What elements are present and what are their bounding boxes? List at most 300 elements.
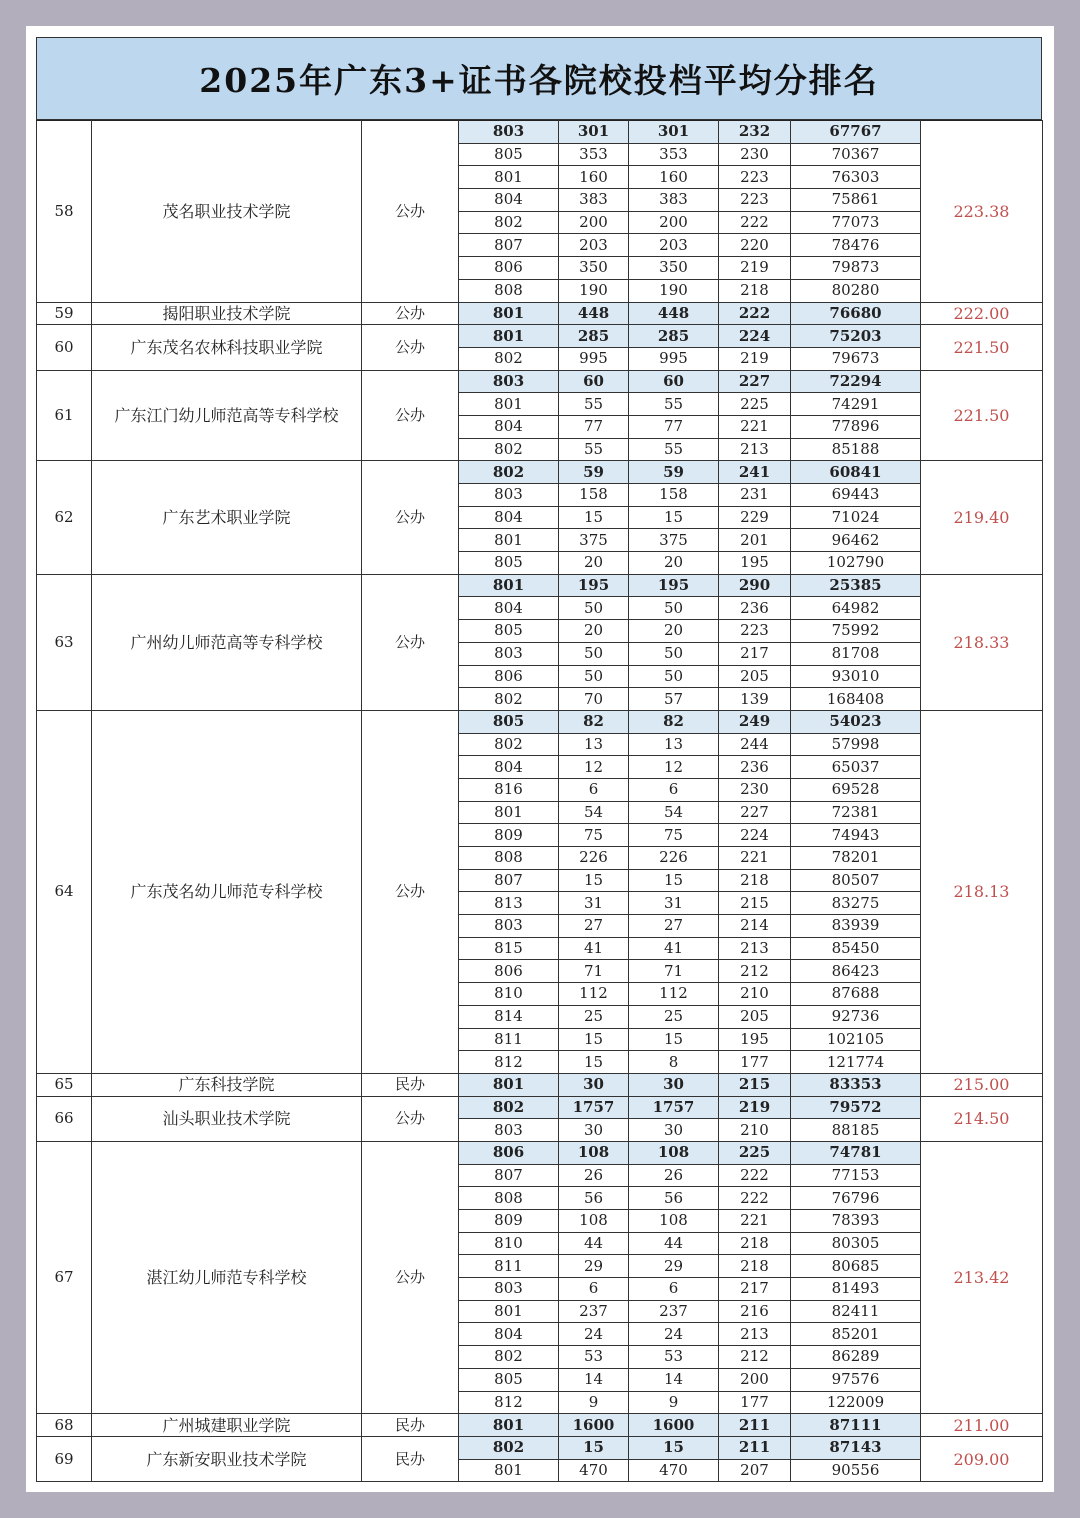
min-score: 219 <box>719 1096 791 1119</box>
plan-count: 55 <box>559 438 629 461</box>
page-title: 2025年广东3+证书各院校投档平均分排名 <box>36 37 1042 120</box>
school-name: 广东新安职业技术学院 <box>92 1436 362 1481</box>
admitted-count: 383 <box>629 189 719 212</box>
min-rank: 77896 <box>791 415 921 438</box>
school-type: 公办 <box>362 574 459 710</box>
admitted-count: 375 <box>629 529 719 552</box>
plan-count: 1600 <box>559 1414 629 1437</box>
table-row <box>37 302 1043 325</box>
admitted-count: 112 <box>629 983 719 1006</box>
school-name: 广州幼儿师范高等专科学校 <box>92 574 362 710</box>
plan-count: 27 <box>559 915 629 938</box>
min-rank: 168408 <box>791 688 921 711</box>
program-code: 808 <box>459 1187 559 1210</box>
min-score: 177 <box>719 1051 791 1074</box>
admitted-count: 50 <box>629 597 719 620</box>
program-code: 804 <box>459 415 559 438</box>
plan-count: 13 <box>559 733 629 756</box>
plan-count: 448 <box>559 302 629 325</box>
program-code: 805 <box>459 552 559 575</box>
school-type: 公办 <box>362 325 459 370</box>
min-score: 218 <box>719 1232 791 1255</box>
min-rank: 79572 <box>791 1096 921 1119</box>
min-rank: 69443 <box>791 484 921 507</box>
min-score: 177 <box>719 1391 791 1414</box>
plan-count: 20 <box>559 620 629 643</box>
plan-count: 383 <box>559 189 629 212</box>
min-score: 212 <box>719 1346 791 1369</box>
average-score: 215.00 <box>921 1073 1043 1096</box>
program-code: 804 <box>459 597 559 620</box>
admitted-count: 6 <box>629 1278 719 1301</box>
min-rank: 85450 <box>791 937 921 960</box>
min-rank: 78393 <box>791 1210 921 1233</box>
min-score: 225 <box>719 393 791 416</box>
program-code: 809 <box>459 1210 559 1233</box>
plan-count: 82 <box>559 710 629 733</box>
min-rank: 75861 <box>791 189 921 212</box>
average-score: 214.50 <box>921 1096 1043 1141</box>
min-score: 223 <box>719 189 791 212</box>
table-row <box>37 1414 1043 1437</box>
school-rank: 62 <box>37 461 92 574</box>
plan-count: 108 <box>559 1141 629 1164</box>
table-row <box>37 1141 1043 1164</box>
plan-count: 375 <box>559 529 629 552</box>
admitted-count: 1600 <box>629 1414 719 1437</box>
min-rank: 64982 <box>791 597 921 620</box>
min-score: 217 <box>719 1278 791 1301</box>
plan-count: 50 <box>559 642 629 665</box>
min-rank: 80280 <box>791 279 921 302</box>
admitted-count: 190 <box>629 279 719 302</box>
min-score: 225 <box>719 1141 791 1164</box>
admitted-count: 55 <box>629 438 719 461</box>
min-rank: 122009 <box>791 1391 921 1414</box>
admitted-count: 30 <box>629 1073 719 1096</box>
average-score: 221.50 <box>921 325 1043 370</box>
min-score: 212 <box>719 960 791 983</box>
plan-count: 301 <box>559 121 629 144</box>
min-score: 244 <box>719 733 791 756</box>
program-code: 802 <box>459 461 559 484</box>
admitted-count: 160 <box>629 166 719 189</box>
plan-count: 26 <box>559 1164 629 1187</box>
plan-count: 190 <box>559 279 629 302</box>
average-score: 218.33 <box>921 574 1043 710</box>
min-score: 217 <box>719 642 791 665</box>
admitted-count: 470 <box>629 1459 719 1482</box>
admitted-count: 15 <box>629 1436 719 1459</box>
min-score: 213 <box>719 1323 791 1346</box>
program-code: 812 <box>459 1051 559 1074</box>
plan-count: 55 <box>559 393 629 416</box>
program-code: 803 <box>459 1119 559 1142</box>
plan-count: 1757 <box>559 1096 629 1119</box>
min-rank: 87143 <box>791 1436 921 1459</box>
min-rank: 93010 <box>791 665 921 688</box>
admitted-count: 995 <box>629 347 719 370</box>
program-code: 815 <box>459 937 559 960</box>
program-code: 803 <box>459 642 559 665</box>
plan-count: 20 <box>559 552 629 575</box>
min-score: 213 <box>719 937 791 960</box>
plan-count: 15 <box>559 506 629 529</box>
min-score: 222 <box>719 1164 791 1187</box>
admitted-count: 448 <box>629 302 719 325</box>
admitted-count: 301 <box>629 121 719 144</box>
min-rank: 74943 <box>791 824 921 847</box>
program-code: 802 <box>459 733 559 756</box>
admitted-count: 25 <box>629 1005 719 1028</box>
admitted-count: 350 <box>629 257 719 280</box>
table-row <box>37 574 1043 597</box>
table-row <box>37 1096 1043 1119</box>
min-rank: 82411 <box>791 1300 921 1323</box>
admitted-count: 203 <box>629 234 719 257</box>
program-code: 809 <box>459 824 559 847</box>
admitted-count: 1757 <box>629 1096 719 1119</box>
table-row <box>37 461 1043 484</box>
admitted-count: 9 <box>629 1391 719 1414</box>
school-type: 公办 <box>362 1096 459 1141</box>
program-code: 801 <box>459 302 559 325</box>
admitted-count: 60 <box>629 370 719 393</box>
min-score: 215 <box>719 892 791 915</box>
school-name: 揭阳职业技术学院 <box>92 302 362 325</box>
program-code: 802 <box>459 211 559 234</box>
admitted-count: 14 <box>629 1368 719 1391</box>
program-code: 804 <box>459 1323 559 1346</box>
plan-count: 60 <box>559 370 629 393</box>
min-rank: 86423 <box>791 960 921 983</box>
min-rank: 80685 <box>791 1255 921 1278</box>
school-name: 广东艺术职业学院 <box>92 461 362 574</box>
min-rank: 77153 <box>791 1164 921 1187</box>
program-code: 807 <box>459 1164 559 1187</box>
program-code: 808 <box>459 847 559 870</box>
admitted-count: 57 <box>629 688 719 711</box>
plan-count: 226 <box>559 847 629 870</box>
average-score: 223.38 <box>921 121 1043 303</box>
program-code: 803 <box>459 484 559 507</box>
program-code: 804 <box>459 756 559 779</box>
admitted-count: 15 <box>629 506 719 529</box>
plan-count: 285 <box>559 325 629 348</box>
min-rank: 83353 <box>791 1073 921 1096</box>
plan-count: 29 <box>559 1255 629 1278</box>
average-score: 213.42 <box>921 1141 1043 1413</box>
school-type: 民办 <box>362 1414 459 1437</box>
min-score: 222 <box>719 1187 791 1210</box>
min-score: 211 <box>719 1436 791 1459</box>
school-name: 广东科技学院 <box>92 1073 362 1096</box>
min-rank: 76796 <box>791 1187 921 1210</box>
min-rank: 76680 <box>791 302 921 325</box>
min-rank: 87688 <box>791 983 921 1006</box>
school-name: 茂名职业技术学院 <box>92 121 362 303</box>
program-code: 801 <box>459 325 559 348</box>
min-score: 290 <box>719 574 791 597</box>
plan-count: 9 <box>559 1391 629 1414</box>
plan-count: 70 <box>559 688 629 711</box>
min-rank: 76303 <box>791 166 921 189</box>
admitted-count: 8 <box>629 1051 719 1074</box>
admitted-count: 75 <box>629 824 719 847</box>
program-code: 804 <box>459 506 559 529</box>
school-name: 广东茂名农林科技职业学院 <box>92 325 362 370</box>
min-rank: 86289 <box>791 1346 921 1369</box>
min-score: 249 <box>719 710 791 733</box>
admitted-count: 31 <box>629 892 719 915</box>
program-code: 803 <box>459 121 559 144</box>
plan-count: 14 <box>559 1368 629 1391</box>
admitted-count: 41 <box>629 937 719 960</box>
min-rank: 97576 <box>791 1368 921 1391</box>
admitted-count: 44 <box>629 1232 719 1255</box>
plan-count: 25 <box>559 1005 629 1028</box>
admitted-count: 200 <box>629 211 719 234</box>
min-score: 218 <box>719 869 791 892</box>
plan-count: 353 <box>559 143 629 166</box>
table-row <box>37 1436 1043 1459</box>
plan-count: 200 <box>559 211 629 234</box>
min-rank: 121774 <box>791 1051 921 1074</box>
min-score: 230 <box>719 143 791 166</box>
program-code: 801 <box>459 1414 559 1437</box>
program-code: 802 <box>459 1436 559 1459</box>
admitted-count: 54 <box>629 801 719 824</box>
min-rank: 96462 <box>791 529 921 552</box>
min-rank: 74781 <box>791 1141 921 1164</box>
min-score: 210 <box>719 983 791 1006</box>
plan-count: 30 <box>559 1119 629 1142</box>
min-rank: 74291 <box>791 393 921 416</box>
admitted-count: 20 <box>629 620 719 643</box>
plan-count: 15 <box>559 869 629 892</box>
school-rank: 68 <box>37 1414 92 1437</box>
plan-count: 54 <box>559 801 629 824</box>
program-code: 806 <box>459 257 559 280</box>
min-rank: 54023 <box>791 710 921 733</box>
admitted-count: 237 <box>629 1300 719 1323</box>
school-type: 公办 <box>362 461 459 574</box>
admitted-count: 108 <box>629 1141 719 1164</box>
ranking-table <box>36 120 1043 1482</box>
program-code: 805 <box>459 710 559 733</box>
min-rank: 85201 <box>791 1323 921 1346</box>
plan-count: 59 <box>559 461 629 484</box>
program-code: 803 <box>459 915 559 938</box>
program-code: 802 <box>459 347 559 370</box>
plan-count: 203 <box>559 234 629 257</box>
min-score: 229 <box>719 506 791 529</box>
plan-count: 470 <box>559 1459 629 1482</box>
min-rank: 92736 <box>791 1005 921 1028</box>
program-code: 811 <box>459 1028 559 1051</box>
min-rank: 81708 <box>791 642 921 665</box>
min-rank: 102105 <box>791 1028 921 1051</box>
min-score: 211 <box>719 1414 791 1437</box>
school-name: 广州城建职业学院 <box>92 1414 362 1437</box>
admitted-count: 108 <box>629 1210 719 1233</box>
admitted-count: 26 <box>629 1164 719 1187</box>
admitted-count: 71 <box>629 960 719 983</box>
min-score: 223 <box>719 166 791 189</box>
school-rank: 69 <box>37 1436 92 1481</box>
school-type: 公办 <box>362 710 459 1073</box>
program-code: 805 <box>459 620 559 643</box>
school-name: 广东茂名幼儿师范专科学校 <box>92 710 362 1073</box>
school-rank: 64 <box>37 710 92 1073</box>
plan-count: 71 <box>559 960 629 983</box>
program-code: 804 <box>459 189 559 212</box>
admitted-count: 285 <box>629 325 719 348</box>
min-score: 205 <box>719 665 791 688</box>
school-name: 广东江门幼儿师范高等专科学校 <box>92 370 362 461</box>
min-score: 221 <box>719 847 791 870</box>
program-code: 810 <box>459 1232 559 1255</box>
admitted-count: 29 <box>629 1255 719 1278</box>
min-score: 241 <box>719 461 791 484</box>
min-score: 227 <box>719 370 791 393</box>
min-rank: 78476 <box>791 234 921 257</box>
admitted-count: 20 <box>629 552 719 575</box>
school-type: 公办 <box>362 370 459 461</box>
program-code: 802 <box>459 438 559 461</box>
program-code: 814 <box>459 1005 559 1028</box>
min-score: 221 <box>719 415 791 438</box>
min-score: 224 <box>719 824 791 847</box>
admitted-count: 77 <box>629 415 719 438</box>
min-rank: 72381 <box>791 801 921 824</box>
min-rank: 80305 <box>791 1232 921 1255</box>
admitted-count: 50 <box>629 665 719 688</box>
school-rank: 63 <box>37 574 92 710</box>
school-type: 民办 <box>362 1073 459 1096</box>
admitted-count: 82 <box>629 710 719 733</box>
program-code: 802 <box>459 1096 559 1119</box>
school-rank: 65 <box>37 1073 92 1096</box>
plan-count: 12 <box>559 756 629 779</box>
plan-count: 112 <box>559 983 629 1006</box>
min-rank: 85188 <box>791 438 921 461</box>
admitted-count: 15 <box>629 1028 719 1051</box>
min-score: 230 <box>719 778 791 801</box>
school-name: 汕头职业技术学院 <box>92 1096 362 1141</box>
min-score: 214 <box>719 915 791 938</box>
min-rank: 70367 <box>791 143 921 166</box>
school-type: 公办 <box>362 121 459 303</box>
min-score: 219 <box>719 347 791 370</box>
program-code: 807 <box>459 869 559 892</box>
program-code: 801 <box>459 1459 559 1482</box>
program-code: 801 <box>459 574 559 597</box>
admitted-count: 53 <box>629 1346 719 1369</box>
min-score: 221 <box>719 1210 791 1233</box>
school-rank: 61 <box>37 370 92 461</box>
min-score: 232 <box>719 121 791 144</box>
program-code: 801 <box>459 1073 559 1096</box>
plan-count: 75 <box>559 824 629 847</box>
school-type: 公办 <box>362 302 459 325</box>
admitted-count: 158 <box>629 484 719 507</box>
plan-count: 77 <box>559 415 629 438</box>
min-rank: 78201 <box>791 847 921 870</box>
plan-count: 30 <box>559 1073 629 1096</box>
program-code: 801 <box>459 801 559 824</box>
min-rank: 81493 <box>791 1278 921 1301</box>
min-rank: 83275 <box>791 892 921 915</box>
admitted-count: 56 <box>629 1187 719 1210</box>
plan-count: 350 <box>559 257 629 280</box>
program-code: 801 <box>459 166 559 189</box>
min-rank: 60841 <box>791 461 921 484</box>
average-score: 222.00 <box>921 302 1043 325</box>
plan-count: 195 <box>559 574 629 597</box>
min-score: 220 <box>719 234 791 257</box>
min-rank: 25385 <box>791 574 921 597</box>
min-rank: 72294 <box>791 370 921 393</box>
program-code: 802 <box>459 1346 559 1369</box>
min-score: 215 <box>719 1073 791 1096</box>
table-row <box>37 121 1043 144</box>
school-type: 公办 <box>362 1141 459 1413</box>
plan-count: 56 <box>559 1187 629 1210</box>
table-row <box>37 370 1043 393</box>
school-name: 湛江幼儿师范专科学校 <box>92 1141 362 1413</box>
min-rank: 77073 <box>791 211 921 234</box>
program-code: 801 <box>459 1300 559 1323</box>
min-rank: 67767 <box>791 121 921 144</box>
school-rank: 60 <box>37 325 92 370</box>
min-score: 224 <box>719 325 791 348</box>
average-score: 211.00 <box>921 1414 1043 1437</box>
program-code: 805 <box>459 143 559 166</box>
table-row <box>37 325 1043 348</box>
plan-count: 50 <box>559 597 629 620</box>
plan-count: 44 <box>559 1232 629 1255</box>
plan-count: 53 <box>559 1346 629 1369</box>
admitted-count: 6 <box>629 778 719 801</box>
plan-count: 237 <box>559 1300 629 1323</box>
admitted-count: 13 <box>629 733 719 756</box>
program-code: 811 <box>459 1255 559 1278</box>
min-rank: 69528 <box>791 778 921 801</box>
min-score: 222 <box>719 211 791 234</box>
min-score: 223 <box>719 620 791 643</box>
school-rank: 67 <box>37 1141 92 1413</box>
admitted-count: 50 <box>629 642 719 665</box>
min-rank: 90556 <box>791 1459 921 1482</box>
min-rank: 83939 <box>791 915 921 938</box>
min-score: 201 <box>719 529 791 552</box>
plan-count: 31 <box>559 892 629 915</box>
plan-count: 15 <box>559 1436 629 1459</box>
plan-count: 15 <box>559 1028 629 1051</box>
min-score: 210 <box>719 1119 791 1142</box>
min-rank: 57998 <box>791 733 921 756</box>
school-rank: 59 <box>37 302 92 325</box>
program-code: 806 <box>459 960 559 983</box>
plan-count: 24 <box>559 1323 629 1346</box>
school-type: 民办 <box>362 1436 459 1481</box>
admitted-count: 195 <box>629 574 719 597</box>
plan-count: 158 <box>559 484 629 507</box>
admitted-count: 226 <box>629 847 719 870</box>
admitted-count: 27 <box>629 915 719 938</box>
min-score: 195 <box>719 552 791 575</box>
